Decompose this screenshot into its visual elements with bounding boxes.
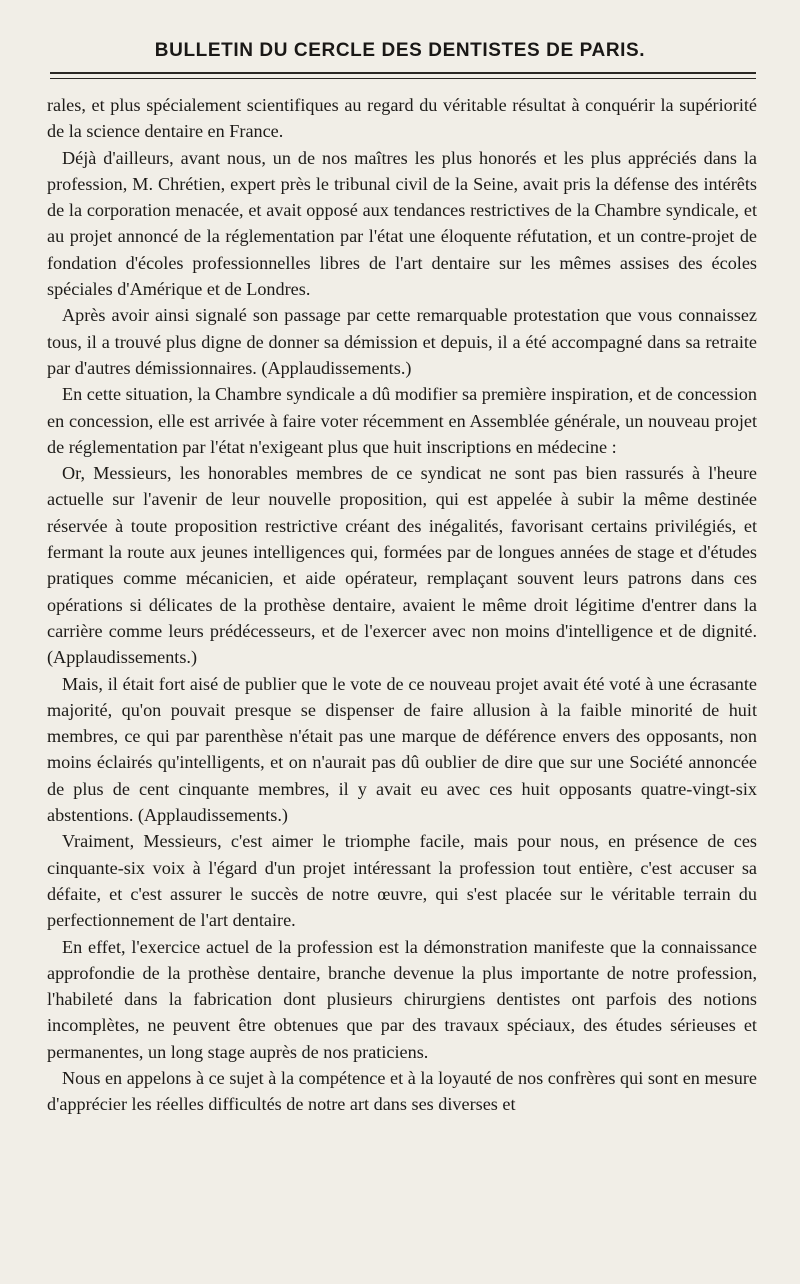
paragraph: Déjà d'ailleurs, avant nous, un de nos maîtres les plus honorés et les plus appréciés dans la profession, M. Chrétien, expert près le tribunal civil de la Seine, avait pris la défense des intérêts de la corporation menacée, et avait opposé aux tendances restrictives de la Chambre syndicale, et au projet annoncé de la réglementation par l'état une éloquente réfutation, et un contre-projet de fondation d'écoles professionnelles libres de l'art dentaire sur les mêmes assises des écoles spéciales d'Amérique et de Londres.	[47, 147, 757, 300]
paragraph: En effet, l'exercice actuel de la profession est la démonstration manifeste que la connaissance approfondie de la prothèse dentaire, branche devenue la plus importante de notre profession, l'habileté dans la fabrication dont plusieurs chirurgiens dentistes ont parfois des notions incomplètes, ne peuvent être obtenues que par des travaux spéciaux, des études sérieuses et permanentes, un long stage auprès de nos praticiens.	[47, 936, 757, 1062]
paragraph: Or, Messieurs, les honorables membres de ce syndicat ne sont pas bien rassurés à l'heure actuelle sur l'avenir de leur nouvelle proposition, qui est appelée à subir la même destinée réservée à toute proposition restrictive créant des inégalités, favorisant certains privilégiés, et fermant la route aux jeunes intelligences qui, formées par de longues années de stage et d'études pratiques comme mécanicien, et aide opérateur, remplaçant souvent leurs patrons dans ces opérations si délicates de la prothèse dentaire, avaient le même droit légitime d'entrer dans la carrière comme leurs prédécesseurs, et de l'exercer avec non moins d'intelligence et de dignité. (Applaudissements.)	[47, 463, 757, 668]
paragraph: Après avoir ainsi signalé son passage par cette remarquable protestation que vous connaissez tous, il a trouvé plus digne de donner sa démission et depuis, il a été accompagné dans sa retraite par d'autres démissionnaires. (Applaudissements.)	[47, 305, 757, 378]
body-text	[47, 92, 757, 1118]
header-rule-thin	[50, 78, 756, 79]
paragraph: Mais, il était fort aisé de publier que le vote de ce nouveau projet avait été voté à une écrasante majorité, qu'on pouvait presque se dispenser de faire allusion à la faible minorité de huit membres, ce qui par parenthèse n'était pas une marque de déférence envers des opposants, non moins éclairés qu'intelligents, et on n'aurait pas dû oublier de dire que sur une Société annoncée de plus de cent cinquante membres, il y avait eu avec ces huit opposants quatre-vingt-six abstentions. (Applaudissements.)	[47, 673, 757, 826]
paragraph: Vraiment, Messieurs, c'est aimer le triomphe facile, mais pour nous, en présence de ces cinquante-six voix à l'égard d'un projet intéressant la profession tout entière, c'est accuser sa défaite, et c'est assurer le succès de notre œuvre, qui s'est placée sur le véritable terrain du perfectionnement de l'art dentaire.	[47, 831, 757, 931]
paragraph: En cette situation, la Chambre syndicale a dû modifier sa première inspiration, et de concession en concession, elle est arrivée à faire voter récemment en Assemblée générale, un nouveau projet de réglementation par l'état n'exigeant plus que huit inscriptions en médecine :	[47, 384, 757, 457]
paragraph: Nous en appelons à ce sujet à la compétence et à la loyauté de nos confrères qui sont en mesure d'apprécier les réelles difficultés de notre art dans ses diverses et	[47, 1067, 757, 1115]
header-rule-thick	[50, 72, 756, 74]
running-header: BULLETIN DU CERCLE DES DENTISTES DE PARIS.	[154, 40, 646, 61]
paragraph-continuation: rales, et plus spécialement scientifiques au regard du véritable résultat à conquérir la supériorité de la science dentaire en France.	[47, 95, 757, 142]
